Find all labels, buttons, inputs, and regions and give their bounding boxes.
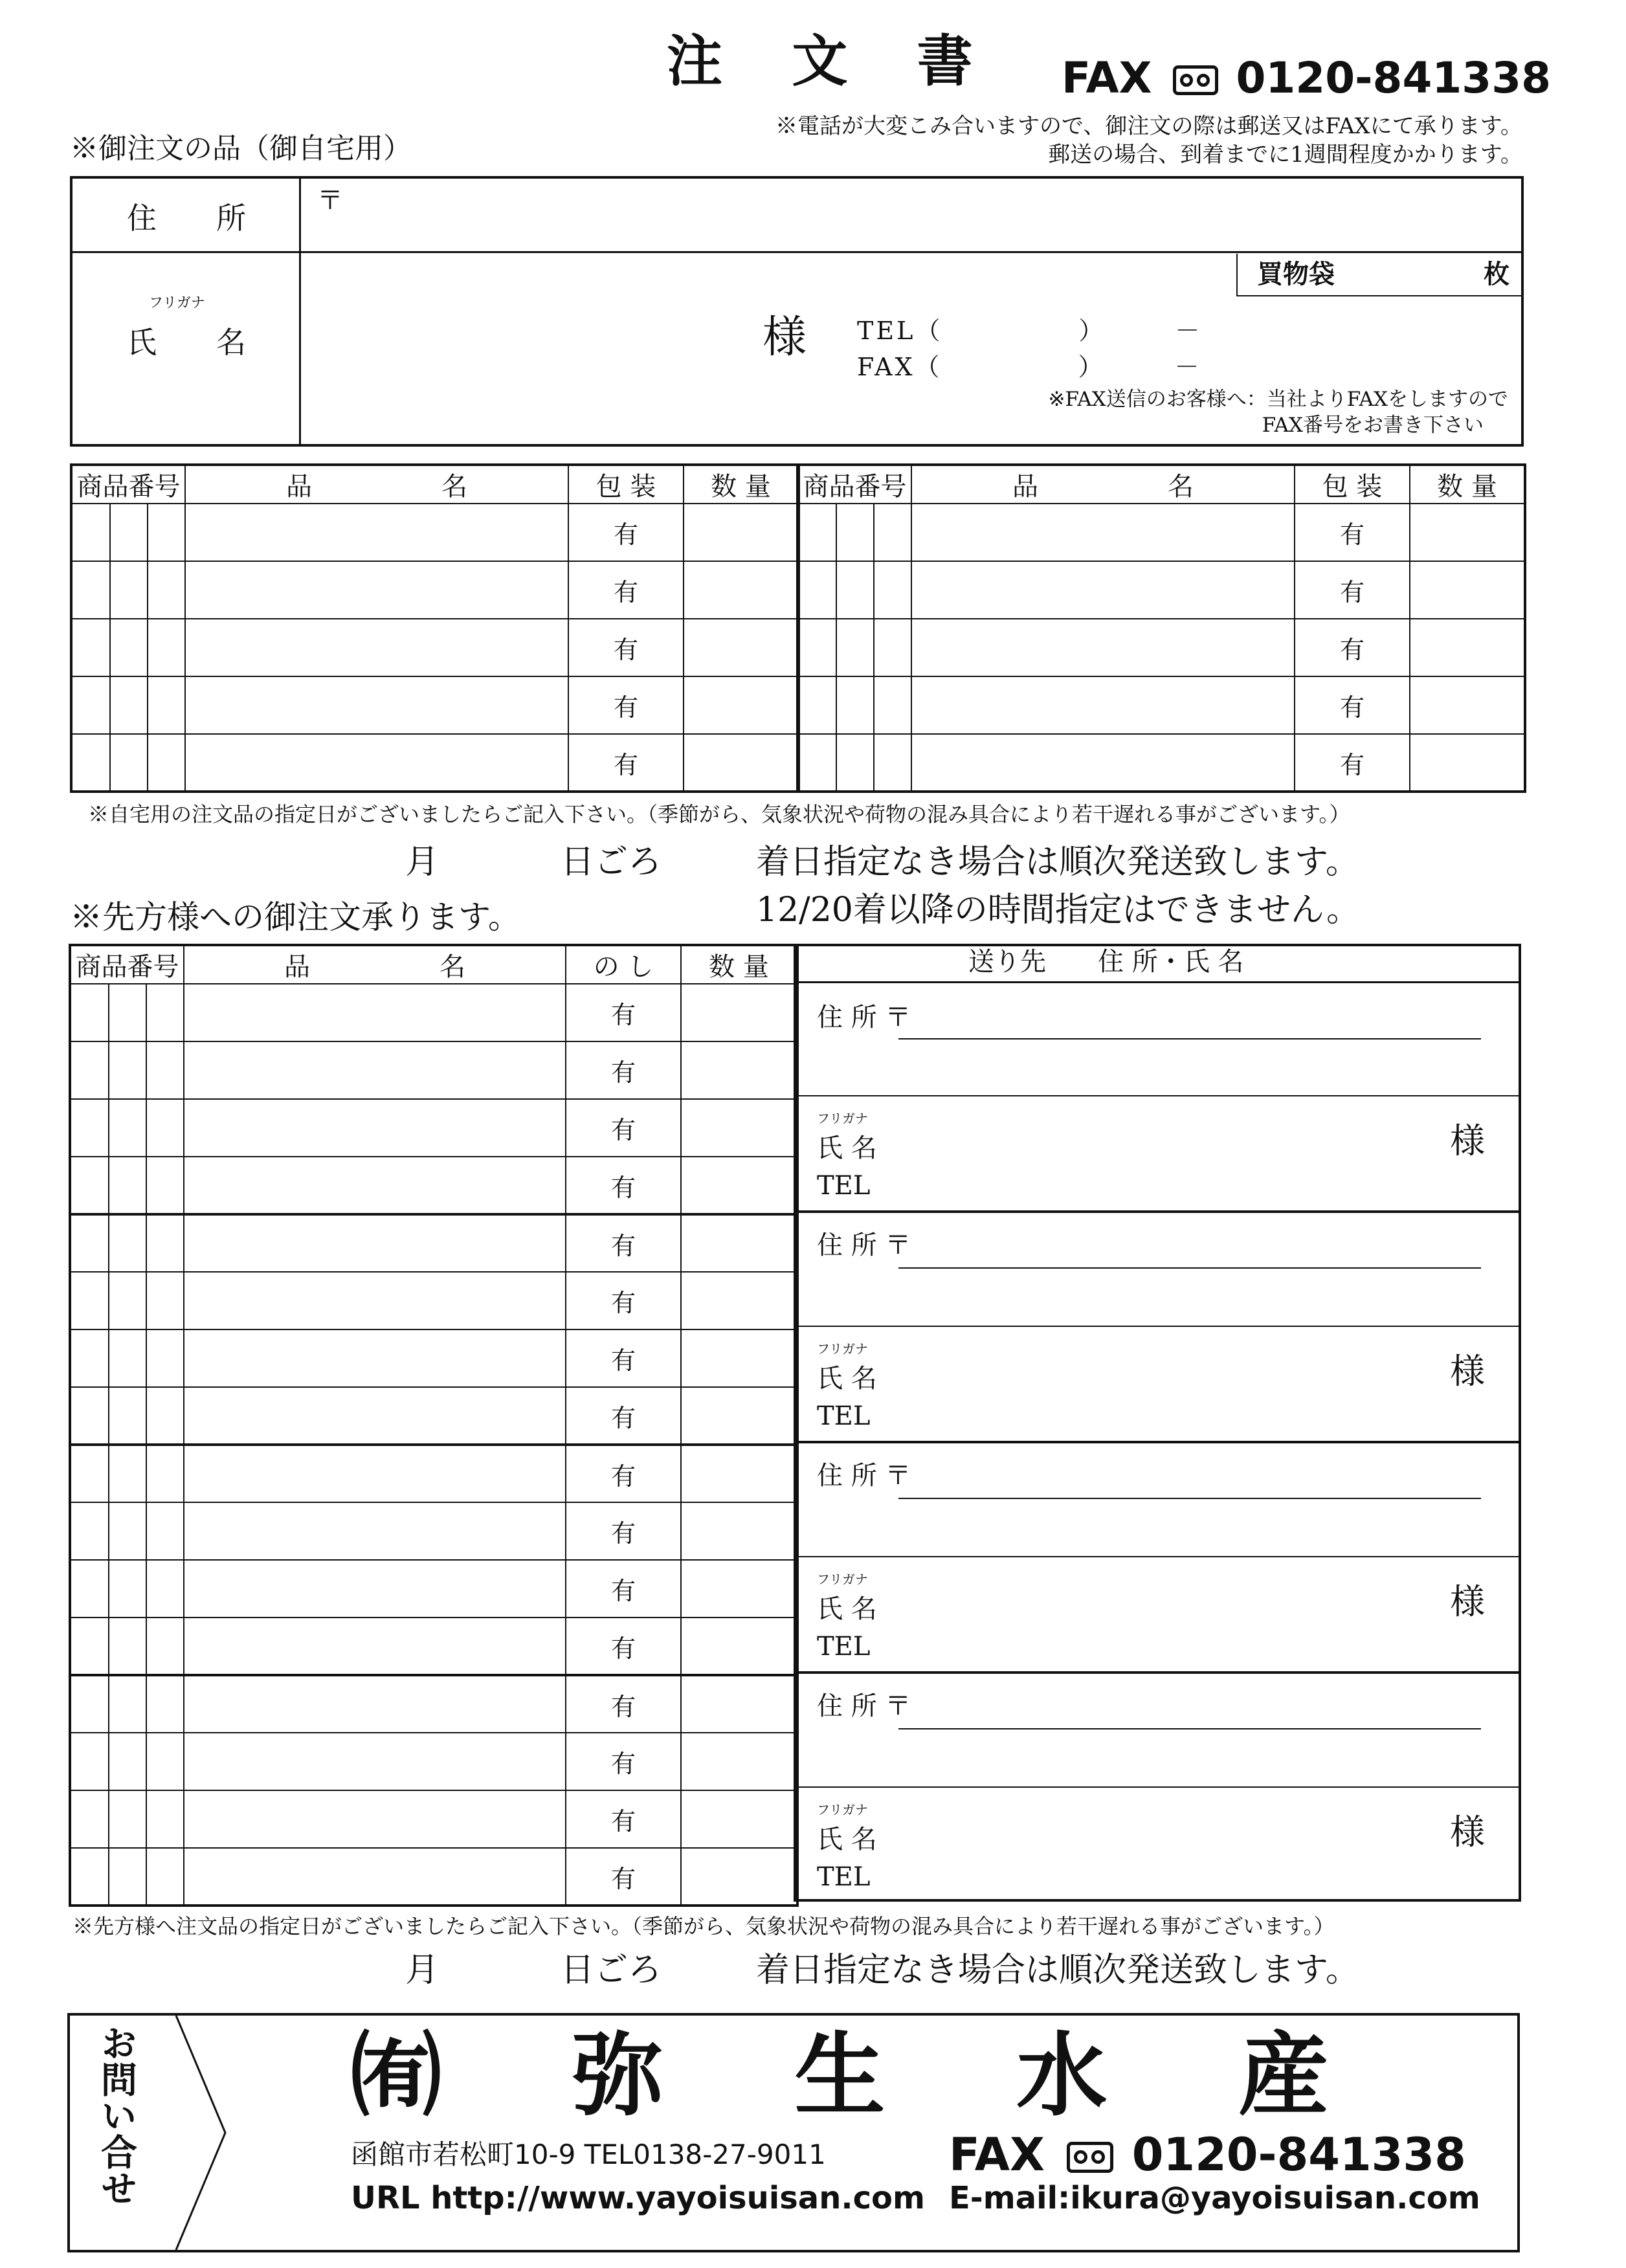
item-name-cell[interactable] xyxy=(185,504,568,561)
table-row xyxy=(70,1272,797,1329)
header-fax xyxy=(1062,53,1552,103)
table-row xyxy=(70,1387,797,1445)
dest-address-label: 住 所 〒 xyxy=(817,1691,911,1721)
dest-furigana: フリガナ xyxy=(817,1111,868,1126)
item-name-cell[interactable] xyxy=(185,561,568,619)
item-name-cell[interactable] xyxy=(185,676,568,734)
wrapping-cell[interactable]: 有 xyxy=(1295,504,1410,561)
table-row xyxy=(70,984,797,1041)
col-header-item-no: 商品番号 xyxy=(71,465,185,504)
table-row xyxy=(70,1848,797,1906)
fax-label: FAX xyxy=(1062,53,1152,103)
col-header-item-no: 商品番号 xyxy=(70,945,184,984)
noshi-cell[interactable]: 有 xyxy=(566,1214,681,1272)
gift-order-table xyxy=(69,944,799,1907)
dest-address-label: 住 所 〒 xyxy=(817,1003,911,1032)
name-input[interactable] xyxy=(311,259,764,434)
wrapping-cell[interactable]: 有 xyxy=(1295,619,1410,676)
wrapping-cell[interactable]: 有 xyxy=(1295,561,1410,619)
home-date-day: 日ごろ xyxy=(561,843,662,882)
inquiry-label: お問い合せ xyxy=(95,2025,137,2206)
item-name-cell[interactable] xyxy=(185,734,568,792)
table-row xyxy=(70,1214,797,1272)
col-header-item-name: 品 名 xyxy=(184,945,566,984)
company-url[interactable]: URL http://www.yayoisuisan.com xyxy=(351,2180,926,2216)
table-row xyxy=(797,619,1525,676)
quantity-cell[interactable] xyxy=(1410,619,1525,676)
dest-address-input[interactable] xyxy=(898,1498,1481,1499)
table-row xyxy=(70,1560,797,1618)
home-date-text: 着日指定なき場合は順次発送致します。 xyxy=(756,843,1359,882)
dest-sama: 様 xyxy=(1450,1120,1485,1161)
dest-divider xyxy=(795,1786,1520,1788)
shopping-bag-box[interactable] xyxy=(1236,254,1521,296)
table-row xyxy=(70,1041,797,1099)
table-row xyxy=(70,1502,797,1560)
item-name-cell[interactable] xyxy=(911,504,1295,561)
table-row xyxy=(71,504,799,561)
gift-date-note: ※先方様へ注文品の指定日がございましたらご記入下さい。（季節がら、気象状況や荷物の混み具合により若干遅れる事がございます。） xyxy=(72,1914,1335,1939)
destination-block xyxy=(795,1443,1520,1673)
noshi-cell[interactable]: 有 xyxy=(566,1790,681,1848)
wrapping-cell[interactable]: 有 xyxy=(568,619,684,676)
table-row xyxy=(70,1445,797,1502)
destination-block xyxy=(795,983,1520,1212)
dest-name-input[interactable] xyxy=(898,1342,1416,1394)
freedial-icon xyxy=(1173,65,1218,95)
address-input[interactable] xyxy=(350,181,1515,246)
fax-note-1: ※FAX送信のお客様へ：当社よりFAXをしますので xyxy=(1048,388,1508,411)
quantity-cell[interactable] xyxy=(1410,676,1525,734)
form-title: 注 文 書 xyxy=(667,28,998,94)
dest-tel-label: TEL xyxy=(817,1171,871,1201)
dest-name-input[interactable] xyxy=(898,1803,1416,1855)
noshi-cell[interactable]: 有 xyxy=(566,1041,681,1099)
fax-field-label: FAX（ ） － xyxy=(857,353,1202,381)
quantity-cell[interactable] xyxy=(684,504,799,561)
fax-note-2: FAX番号をお書き下さい xyxy=(1262,414,1484,437)
postal-mark: 〒 xyxy=(317,186,343,216)
dest-tel-label: TEL xyxy=(817,1862,871,1892)
quantity-cell[interactable] xyxy=(1410,561,1525,619)
address-label: 住 所 xyxy=(127,201,246,236)
table-row xyxy=(70,1790,797,1848)
dest-name-label: 氏 名 xyxy=(817,1594,877,1624)
table-row xyxy=(70,1157,797,1214)
gift-date-day: 日ごろ xyxy=(561,1951,662,1990)
table-row xyxy=(70,1099,797,1157)
dest-address-label: 住 所 〒 xyxy=(817,1461,911,1491)
home-order-table-left xyxy=(70,463,800,793)
dest-tel-input[interactable] xyxy=(898,1862,1416,1894)
footer-fax-label: FAX xyxy=(949,2128,1045,2181)
dest-name-label: 氏 名 xyxy=(817,1825,877,1854)
dest-tel-input[interactable] xyxy=(898,1631,1416,1663)
col-header-quantity: 数 量 xyxy=(1410,465,1525,504)
table-row xyxy=(797,676,1525,734)
destination-block xyxy=(795,1674,1520,1900)
dest-sama: 様 xyxy=(1450,1581,1485,1622)
dest-name-input[interactable] xyxy=(898,1112,1416,1164)
footer-fax xyxy=(949,2128,1466,2181)
gift-date-month: 月 xyxy=(405,1951,440,1990)
dest-furigana: フリガナ xyxy=(817,1572,868,1587)
time-spec-note: 12/20着以降の時間指定はできません。 xyxy=(756,891,1360,929)
noshi-cell[interactable]: 有 xyxy=(566,984,681,1041)
noshi-cell[interactable]: 有 xyxy=(566,1387,681,1445)
dest-sama: 様 xyxy=(1450,1351,1485,1392)
header-note-1: ※電話が大変こみ合いますので、御注文の際は郵送又はFAXにて承ります。 xyxy=(775,113,1522,139)
dest-divider xyxy=(795,1095,1520,1096)
table-row xyxy=(70,1618,797,1675)
noshi-cell[interactable]: 有 xyxy=(566,1157,681,1214)
gift-date-text: 着日指定なき場合は順次発送致します。 xyxy=(756,1951,1359,1990)
col-header-quantity: 数 量 xyxy=(681,945,797,984)
quantity-cell[interactable] xyxy=(1410,734,1525,792)
table-row xyxy=(71,734,799,792)
destination-block xyxy=(795,1213,1520,1442)
dest-furigana: フリガナ xyxy=(817,1341,868,1357)
wrapping-cell[interactable]: 有 xyxy=(568,504,684,561)
quantity-cell[interactable] xyxy=(684,734,799,792)
noshi-cell[interactable]: 有 xyxy=(566,1502,681,1560)
col-header-wrapping: 包 装 xyxy=(568,465,684,504)
quantity-cell[interactable] xyxy=(684,561,799,619)
header-note-2: 郵送の場合、到着までに1週間程度かかります。 xyxy=(1048,142,1522,168)
company-address: 函館市若松町10-9 TEL0138-27-9011 xyxy=(351,2139,826,2170)
col-header-item-name: 品 名 xyxy=(911,465,1295,504)
dest-tel-input[interactable] xyxy=(898,1170,1416,1203)
wrapping-cell[interactable]: 有 xyxy=(568,676,684,734)
gift-section-title: ※先方様への御注文承ります。 xyxy=(70,898,520,936)
noshi-cell[interactable]: 有 xyxy=(566,1445,681,1502)
furigana-label: フリガナ xyxy=(149,295,205,311)
col-header-noshi: の し xyxy=(566,945,681,984)
col-header-wrapping: 包 装 xyxy=(1295,465,1410,504)
wrapping-cell[interactable]: 有 xyxy=(1295,676,1410,734)
sama-label: 様 xyxy=(763,312,807,363)
dest-address-input[interactable] xyxy=(898,1267,1481,1269)
home-address-row-line xyxy=(71,251,1522,253)
dest-tel-label: TEL xyxy=(817,1401,871,1431)
name-label: 氏 名 xyxy=(127,325,246,360)
col-header-item-name: 品 名 xyxy=(185,465,568,504)
bag-unit: 枚 xyxy=(1484,260,1509,289)
noshi-cell[interactable]: 有 xyxy=(566,1099,681,1157)
dest-tel-label: TEL xyxy=(817,1632,871,1662)
dest-divider xyxy=(795,1556,1520,1557)
noshi-cell[interactable]: 有 xyxy=(566,1560,681,1618)
dest-name-input[interactable] xyxy=(898,1573,1416,1625)
company-name: ㈲ 弥 生 水 産 xyxy=(351,2023,1379,2129)
wrapping-cell[interactable]: 有 xyxy=(568,561,684,619)
table-row xyxy=(71,561,799,619)
table-row xyxy=(71,676,799,734)
col-header-quantity: 数 量 xyxy=(684,465,799,504)
noshi-cell[interactable]: 有 xyxy=(566,1329,681,1387)
dest-address-input[interactable] xyxy=(898,1038,1481,1040)
freedial-icon xyxy=(1067,2142,1113,2173)
item-name-cell[interactable] xyxy=(911,561,1295,619)
home-section-title: ※御注文の品（御自宅用） xyxy=(70,132,412,165)
col-header-item-no: 商品番号 xyxy=(797,465,911,504)
home-date-month: 月 xyxy=(405,843,440,882)
noshi-cell[interactable]: 有 xyxy=(566,1618,681,1675)
table-row xyxy=(70,1675,797,1733)
item-name-cell[interactable] xyxy=(911,619,1295,676)
dest-furigana: フリガナ xyxy=(817,1802,868,1818)
bag-label: 買物袋 xyxy=(1257,260,1335,289)
table-row xyxy=(797,561,1525,619)
table-row xyxy=(797,734,1525,792)
dest-address-label: 住 所 〒 xyxy=(817,1230,911,1260)
item-name-cell[interactable] xyxy=(911,676,1295,734)
dest-name-label: 氏 名 xyxy=(817,1364,877,1394)
quantity-cell[interactable] xyxy=(684,676,799,734)
fax-number: 0120-841338 xyxy=(1236,53,1552,103)
dest-name-label: 氏 名 xyxy=(817,1133,877,1163)
home-address-divider xyxy=(299,177,301,445)
dest-address-input[interactable] xyxy=(898,1728,1481,1729)
destination-header: 送り先 住 所・氏 名 xyxy=(968,947,1244,977)
quantity-cell[interactable] xyxy=(1410,504,1525,561)
wrapping-cell[interactable]: 有 xyxy=(1295,734,1410,792)
dest-divider xyxy=(795,1326,1520,1327)
dest-tel-input[interactable] xyxy=(898,1401,1416,1433)
footer-fax-number: 0120-841338 xyxy=(1131,2128,1466,2181)
inquiry-arrow-icon xyxy=(175,2016,233,2250)
tel-label: TEL（ ） － xyxy=(857,317,1203,345)
dest-sama: 様 xyxy=(1450,1812,1485,1852)
noshi-cell[interactable]: 有 xyxy=(566,1272,681,1329)
wrapping-cell[interactable]: 有 xyxy=(568,734,684,792)
home-date-note: ※自宅用の注文品の指定日がございましたらご記入下さい。（季節がら、気象状況や荷物の混み具合により若干遅れる事がございます。） xyxy=(88,802,1350,827)
company-email[interactable]: E-mail:ikura@yayoisuisan.com xyxy=(949,2180,1480,2216)
table-row xyxy=(70,1733,797,1790)
quantity-cell[interactable] xyxy=(684,619,799,676)
table-row xyxy=(70,1329,797,1387)
noshi-cell[interactable]: 有 xyxy=(566,1733,681,1790)
table-row xyxy=(71,619,799,676)
noshi-cell[interactable]: 有 xyxy=(566,1675,681,1733)
item-name-cell[interactable] xyxy=(911,734,1295,792)
item-name-cell[interactable] xyxy=(185,619,568,676)
home-order-table-right xyxy=(796,463,1526,793)
table-row xyxy=(797,504,1525,561)
noshi-cell[interactable]: 有 xyxy=(566,1848,681,1906)
